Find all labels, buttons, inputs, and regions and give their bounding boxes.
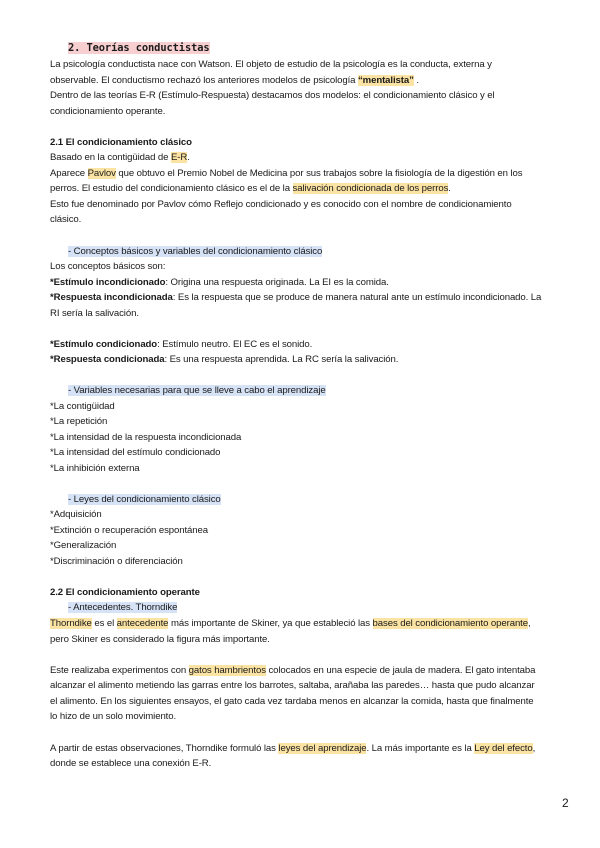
s22-p1-line-2: pero Skiner es considerado la figura más importante.	[50, 634, 270, 645]
bullet-leyes: - Leyes del condicionamiento clásico	[68, 494, 221, 505]
highlight-antecedente: antecedente	[116, 618, 169, 629]
s22-p3-line-2: donde se establece una conexión E-R.	[50, 758, 212, 769]
intro-line-1: La psicología conductista nace con Watson. El objeto de estudio de la psicología es la conducta, externa y	[50, 59, 492, 70]
s22-p1-line-1: Thorndike es el antecedente más importante de Skiner, ya que estableció las bases del condicionamiento operante,	[50, 618, 531, 629]
s22-p2-line-3: el alimento. En los siguientes ensayos, el gato cada vez tardaba menos en alcanzar la comida, hasta que finalmente	[50, 696, 534, 707]
s22-p2-line-1: Este realizaba experimentos con gatos hambrientos colocados en una especie de jaula de madera. El gato intentaba	[50, 665, 536, 676]
highlight-er: E-R	[170, 152, 188, 163]
intro-line-2: observable. El conductismo rechazó los anteriores modelos de psicología “mentalista” .	[50, 75, 419, 86]
list-item: *La intensidad de la respuesta incondicionada	[50, 432, 242, 443]
subsection-heading-2-1: 2.1 El condicionamiento clásico	[50, 137, 192, 148]
bullet-conceptos: - Conceptos básicos y variables del condicionamiento clásico	[68, 246, 323, 257]
concept-ec: *Estímulo condicionado: Estímulo neutro. El EC es el sonido.	[50, 339, 313, 350]
s21-line-2: Aparece Pavlov que obtuvo el Premio Nobel de Medicina por sus trabajos sobre la fisiología de la digestión en los	[50, 168, 523, 179]
highlight-mentalista: “mentalista”	[357, 75, 414, 86]
section-number: 2.	[68, 42, 87, 54]
list-item: *La repetición	[50, 416, 108, 427]
highlight-salivacion: salivación condicionada de los perros	[292, 183, 449, 194]
s21-line-5: clásico.	[50, 214, 82, 225]
intro-line-4: condicionamiento operante.	[50, 106, 166, 117]
list-item: *Discriminación o diferenciación	[50, 556, 183, 567]
s22-p3-line-1: A partir de estas observaciones, Thorndike formuló las leyes del aprendizaje. La más importante es la Ley del efecto,	[50, 743, 536, 754]
page-number: 2	[562, 796, 569, 810]
highlight-pavlov: Pavlov	[87, 168, 116, 179]
concept-rc: *Respuesta condicionada: Es una respuesta aprendida. La RC sería la salivación.	[50, 354, 399, 365]
list-item: *Generalización	[50, 540, 117, 551]
highlight-ley-efecto: Ley del efecto	[474, 743, 533, 754]
highlight-gatos: gatos hambrientos	[188, 665, 266, 676]
subsection-heading-2-2: 2.2 El condicionamiento operante	[50, 587, 200, 598]
list-item: *La intensidad del estímulo condicionado	[50, 447, 221, 458]
intro-line-3: Dentro de las teorías E-R (Estímulo-Respuesta) destacamos dos modelos: el condicionamiento clásico y el	[50, 90, 495, 101]
list-item: *La contigüidad	[50, 401, 115, 412]
bullet-thorndike: - Antecedentes. Thorndike	[68, 602, 178, 613]
list-item: *Adquisición	[50, 509, 102, 520]
highlight-thorndike: Thorndike	[50, 618, 92, 629]
highlight-leyes: leyes del aprendizaje	[278, 743, 367, 754]
section-heading	[68, 42, 210, 55]
section-title: Teorías conductistas	[86, 42, 210, 54]
concept-ei: *Estímulo incondicionado: Origina una respuesta originada. La EI es la comida.	[50, 277, 389, 288]
concept-ri-cont: RI sería la salivación.	[50, 308, 139, 319]
s21-line-1: Basado en la contigüidad de E-R.	[50, 152, 190, 163]
highlight-bases: bases del condicionamiento operante	[372, 618, 528, 629]
concept-ri: *Respuesta incondicionada: Es la respuesta que se produce de manera natural ante un estímulo incondicionado. La	[50, 292, 542, 303]
s22-p2-line-2: alcanzar el alimento metiendo las garras entre los barrotes, saltaba, arañaba las paredes… hasta que pudo alcanzar	[50, 680, 535, 691]
s22-p2-line-4: lo hizo de un solo movimiento.	[50, 711, 177, 722]
conceptos-intro: Los conceptos básicos son:	[50, 261, 166, 272]
s21-line-3: perros. El estudio del condicionamiento clásico es el de la salivación condicionada de los perros.	[50, 183, 451, 194]
list-item: *Extinción o recuperación espontánea	[50, 525, 209, 536]
list-item: *La inhibición externa	[50, 463, 140, 474]
s21-line-4: Esto fue denominado por Pavlov cómo Reflejo condicionado y es conocido con el nombre de condicionamiento	[50, 199, 512, 210]
bullet-variables: - Variables necesarias para que se lleve a cabo el aprendizaje	[68, 385, 326, 396]
